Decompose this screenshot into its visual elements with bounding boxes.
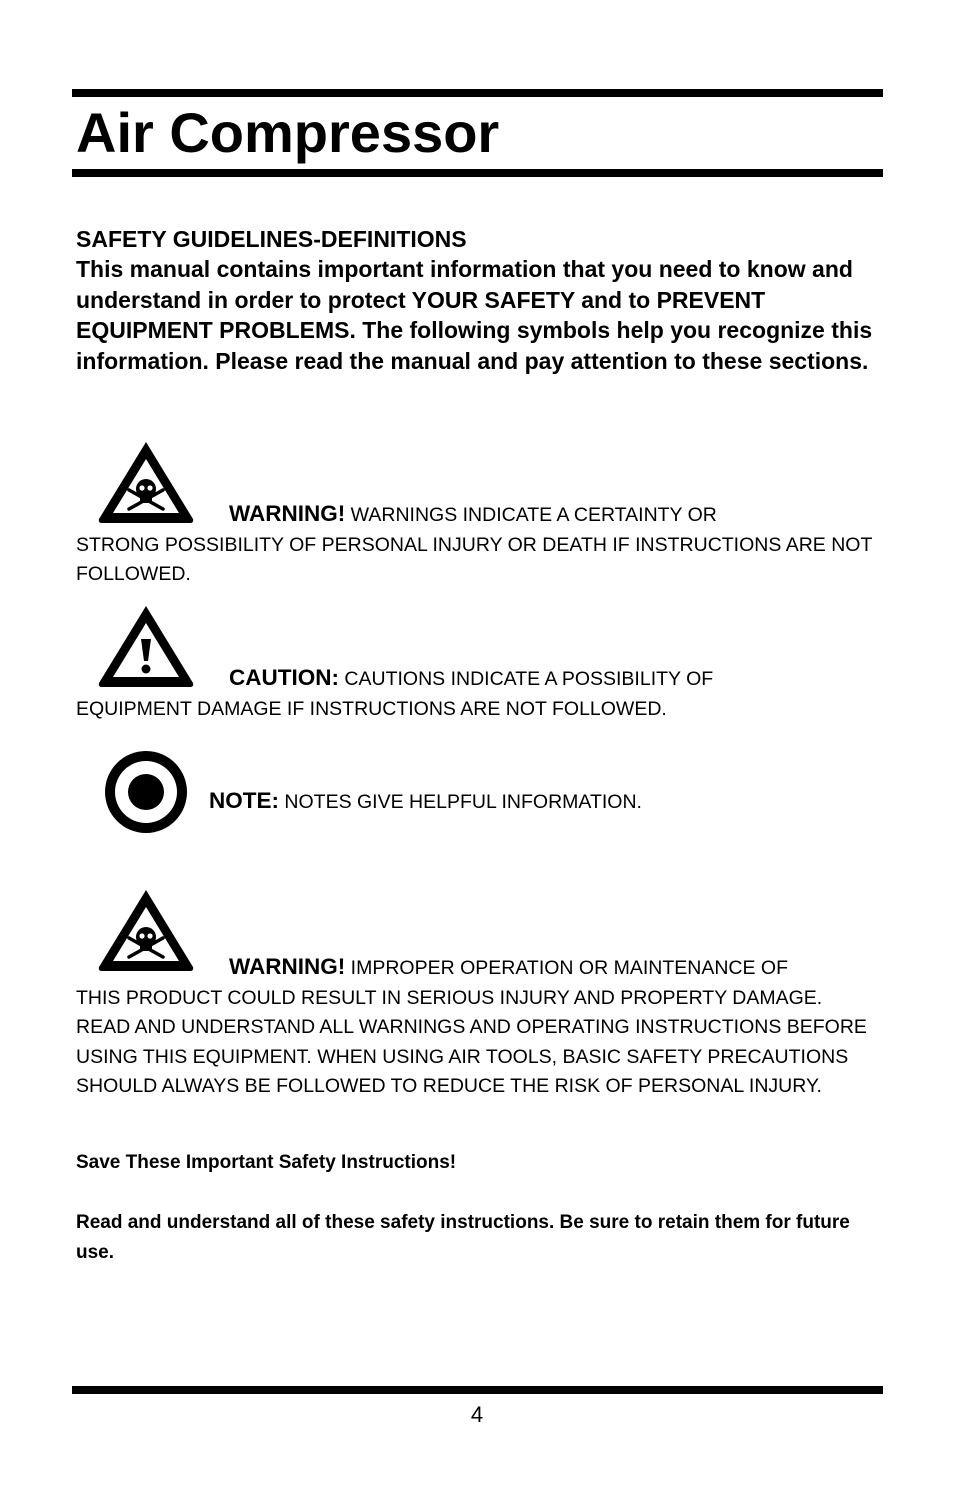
warning-label: WARNING!: [229, 954, 346, 979]
caution-text-line1: CAUTIONS INDICATE A POSSIBILITY OF: [338, 668, 714, 690]
note-text: NOTES GIVE HELPFUL INFORMATION.: [279, 791, 642, 813]
caution-text: EQUIPMENT DAMAGE IF INSTRUCTIONS ARE NOT FOLLOWED.: [76, 697, 667, 720]
warning-label: WARNING!: [229, 501, 346, 526]
warning-definition: [76, 499, 881, 590]
intro-paragraph: This manual contains important information that you need to know and understand in order to protect YOUR SAFETY and to PREVENT EQUIPMENT PROBLEMS. The following symbols help you recognize this information. Please read the manual and pay attention to these sections.: [76, 256, 873, 374]
section-heading: SAFETY GUIDELINES-DEFINITIONS: [76, 226, 467, 252]
top-rule: [72, 89, 883, 97]
retain-notice: Read and understand all of these safety instructions. Be sure to retain them for future use.: [76, 1212, 850, 1263]
caution-label: CAUTION:: [229, 665, 339, 690]
page-number: 4: [470, 1402, 484, 1427]
target-circle-icon: [104, 750, 188, 834]
title-rule: [72, 169, 883, 177]
warning-text-line1: WARNINGS INDICATE A CERTAINTY OR: [345, 504, 717, 526]
caution-definition: [76, 663, 881, 724]
note-label: NOTE:: [209, 788, 279, 813]
note-definition: [209, 786, 642, 817]
warning-text-line1: IMPROPER OPERATION OR MAINTENANCE OF: [345, 957, 789, 979]
save-notice: Save These Important Safety Instructions!: [76, 1152, 457, 1173]
footer-rule: [72, 1386, 883, 1394]
warning-text: STRONG POSSIBILITY OF PERSONAL INJURY OR DEATH IF INSTRUCTIONS ARE NOT FOLLOWED.: [76, 533, 873, 586]
operation-warning: [76, 952, 881, 1102]
warning-text: THIS PRODUCT COULD RESULT IN SERIOUS INJURY AND PROPERTY DAMAGE. READ AND UNDERSTAND ALL WARNINGS AND OPERATING INSTRUCTIONS BEFORE USING THIS EQUIPMENT. WHEN USING AIR TOOLS, BASIC SAFETY PRECAUTIONS SHOULD ALWAYS BE FOLLOWED TO REDUCE THE RISK OF PERSONAL INJURY.: [76, 986, 867, 1098]
page-title: Air Compressor: [76, 101, 500, 164]
